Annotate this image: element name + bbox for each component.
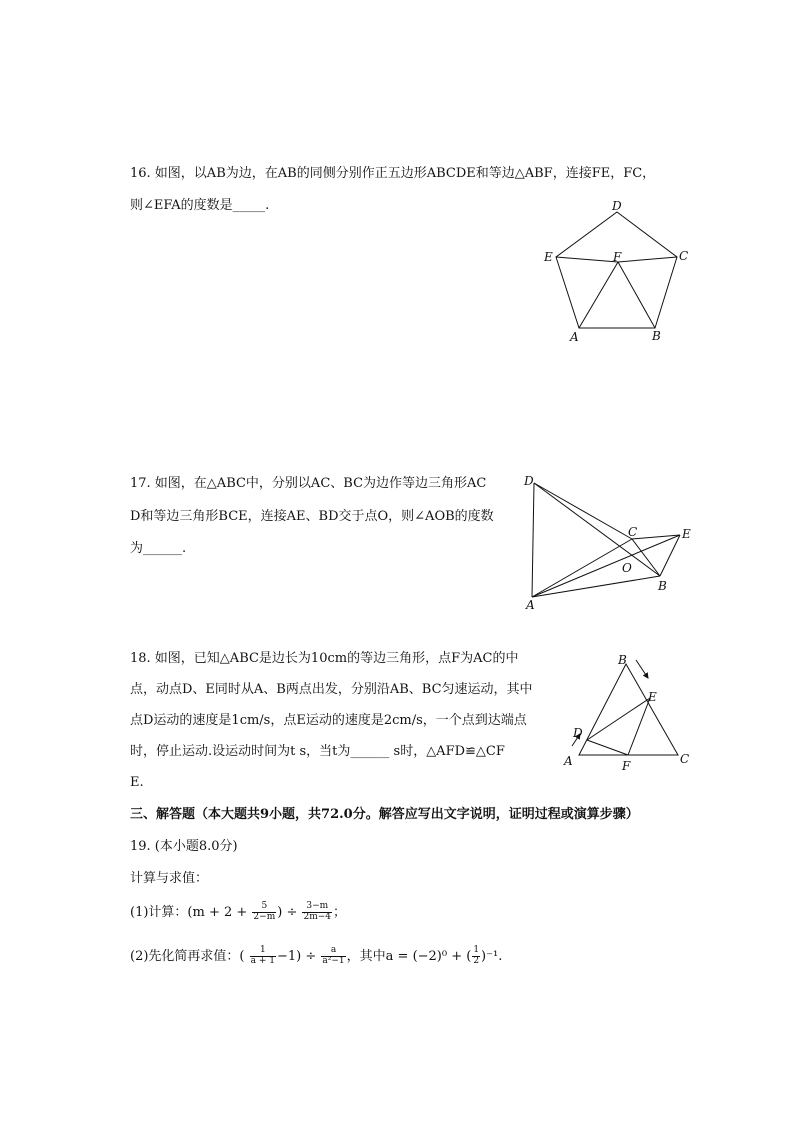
q19-part2-expr-c: )⁻¹. (481, 948, 503, 964)
fraction-1-over-a-plus-1 (250, 946, 276, 967)
triangle-figure-18 (560, 650, 700, 775)
q17-line2: D和等边三角形BCE，连接AE、BD交于点O，则∠AOB的度数 (130, 509, 494, 524)
fraction-denominator: a + 1 (250, 955, 275, 966)
segment-dc (534, 483, 632, 539)
q17-line3: 为______. (130, 541, 187, 556)
q18-line1: 18. 如图，已知△ABC是边长为10cm的等边三角形，点F为AC的中 (130, 651, 519, 666)
segment-fc (618, 257, 677, 262)
segment-ab (532, 576, 660, 597)
label-d: D (524, 474, 534, 488)
q19-part1-expr-a: (m + 2 + (187, 904, 248, 920)
label-e: E (682, 527, 691, 541)
segment-df (587, 740, 628, 755)
segment-db (534, 483, 660, 576)
label-f: F (622, 759, 631, 773)
q17-line1: 17. 如图，在△ABC中，分别以AC、BC为边作等边三角形AC (130, 476, 487, 491)
q18-line2: 点，动点D、E同时从A、B两点出发，分别沿AB、BC匀速运动，其中 (130, 682, 533, 697)
fraction-denominator: 2−m (253, 911, 276, 922)
q19-part1-prefix: (1)计算： (130, 904, 188, 920)
label-a: A (564, 754, 573, 768)
label-o: O (622, 561, 632, 575)
segment-af (579, 262, 618, 328)
fraction-denominator: 2m−4 (303, 911, 332, 922)
label-c: C (628, 525, 638, 539)
label-b: B (618, 653, 627, 667)
fraction-3-minus-m-over-2m-minus-4 (302, 902, 332, 923)
fraction-a-over-a-squared-minus-1 (321, 946, 345, 967)
segment-ef (628, 698, 650, 755)
label-e: E (544, 250, 553, 264)
pentagon-figure (540, 200, 700, 350)
label-a: A (526, 598, 535, 612)
q18-line5: E. (130, 775, 144, 790)
segment-de (587, 698, 650, 740)
label-a: A (570, 330, 579, 344)
triangle-figure-17 (520, 475, 700, 615)
q19-part2-prefix: (2)先化简再求值：( (130, 948, 245, 964)
q19-part1-end: ； (333, 904, 347, 920)
q19-part2-expr-b: ，其中a = (−2)⁰ + ( (346, 948, 472, 964)
fraction-denominator: a²−1 (322, 955, 345, 966)
label-c: C (679, 249, 689, 263)
pentagon-outline (556, 212, 677, 328)
arrow-b-to-e (636, 660, 648, 678)
fraction-1-over-2 (472, 946, 480, 967)
label-b: B (652, 329, 661, 343)
fraction-numerator: 5 (252, 902, 276, 913)
label-d: D (612, 199, 622, 213)
label-c: C (680, 752, 690, 766)
q19-part1 (130, 902, 346, 923)
q16-line2: 则∠EFA的度数是_____. (130, 198, 270, 213)
label-f: F (613, 250, 622, 264)
fraction-numerator: a (321, 946, 345, 957)
triangle-abc (579, 664, 678, 755)
label-b: B (658, 579, 667, 593)
section-heading: 三、解答题（本大题共9小题，共72.0分。解答应写出文字说明，证明过程或演算步骤） (130, 807, 639, 822)
label-d: D (573, 726, 583, 740)
q19-header: 19. (本小题8.0分) (130, 839, 238, 854)
fraction-numerator: 1 (473, 945, 480, 955)
segment-eb (660, 535, 680, 576)
fraction-denominator: 2 (473, 955, 480, 966)
segment-da (532, 483, 534, 597)
fraction-5-over-2-minus-m (252, 902, 276, 923)
q18-line4: 时，停止运动.设运动时间为t s，当t为______ s时，△AFD≌△CF (130, 744, 505, 759)
segment-cb (632, 539, 660, 576)
q19-part2-expr-a: −1) ÷ (277, 948, 317, 964)
q19-part2 (130, 946, 502, 967)
q18-line3: 点D运动的速度是1cm/s，点E运动的速度是2cm/s，一个点到达端点 (130, 713, 527, 728)
segment-bf (618, 262, 655, 328)
q16-line1: 16. 如图，以AB为边，在AB的同侧分别作正五边形ABCDE和等边△ABF，连接FE，FC， (130, 166, 656, 181)
q19-part1-expr-b: ) ÷ (277, 904, 298, 920)
q19-intro: 计算与求值： (130, 871, 209, 886)
fraction-numerator: 1 (250, 946, 276, 957)
fraction-numerator: 3−m (302, 902, 332, 913)
label-e: E (648, 690, 657, 704)
segment-fe (556, 257, 618, 262)
